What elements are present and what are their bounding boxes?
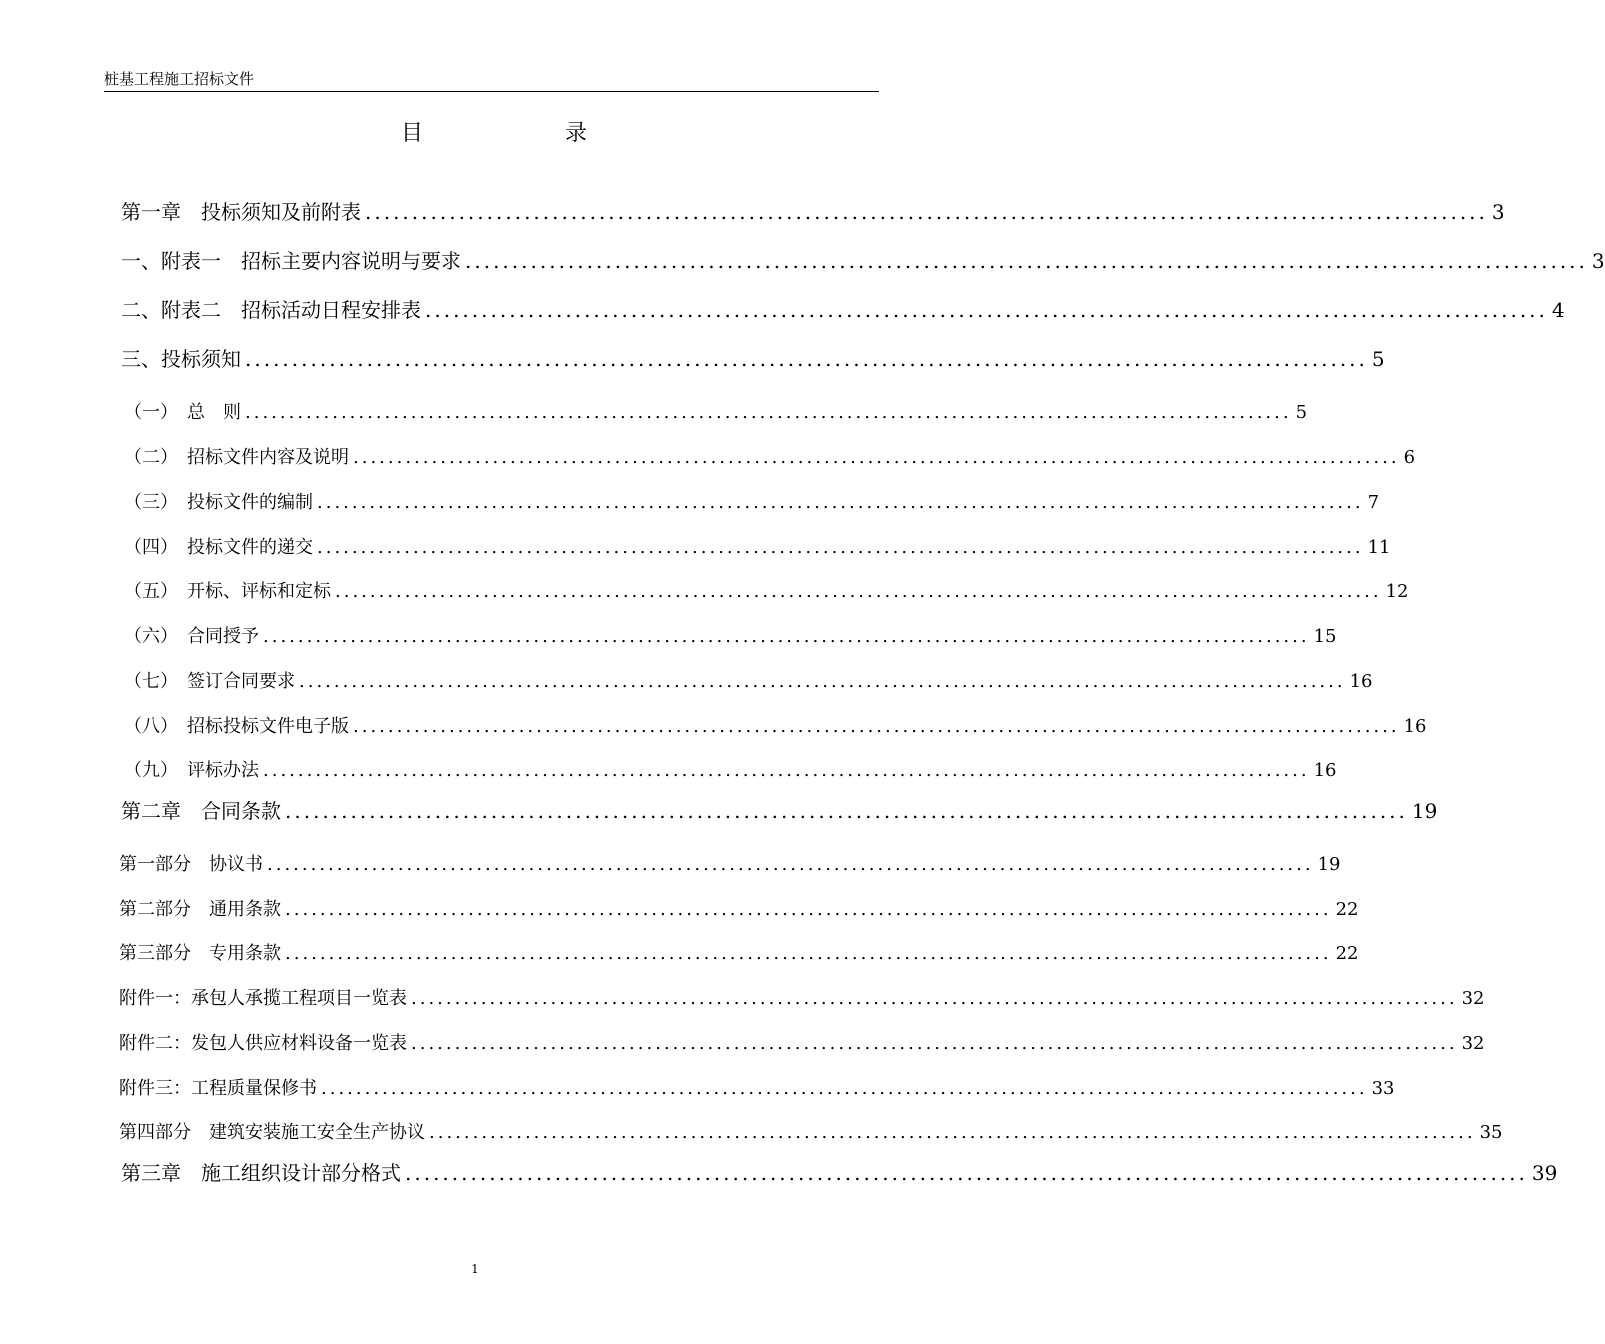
- toc-entry-label: （三） 投标文件的编制: [124, 492, 313, 513]
- dot-leader: ........................................................................................................................: [285, 799, 1408, 823]
- toc-entry-page: 19: [1317, 854, 1341, 875]
- toc-entry-part-4[interactable]: [119, 1118, 1503, 1144]
- toc-entry-label: 第三章 施工组织设计部分格式: [121, 1161, 401, 1185]
- dot-leader: ........................................................................................................................: [411, 1033, 1458, 1054]
- dot-leader: ........................................................................................................................: [263, 760, 1310, 781]
- dot-leader: ........................................................................................................................: [405, 1161, 1528, 1185]
- toc-entry-label: 第一部分 协议书: [119, 854, 263, 875]
- dot-leader: ........................................................................................................................: [263, 626, 1310, 647]
- dot-leader: ........................................................................................................................: [365, 200, 1488, 224]
- toc-entry-page: 3: [1591, 249, 1605, 273]
- dot-leader: ........................................................................................................................: [267, 854, 1314, 875]
- toc-entry-label: 第二章 合同条款: [121, 799, 281, 823]
- toc-entry-page: 22: [1335, 943, 1359, 964]
- toc-entry-attachment-2[interactable]: [119, 1029, 1485, 1055]
- toc-entry-section-8[interactable]: [124, 712, 1427, 738]
- toc-entry-chapter-2[interactable]: [121, 795, 1438, 824]
- toc-entry-page: 19: [1411, 799, 1438, 823]
- toc-entry-page: 32: [1461, 988, 1485, 1009]
- toc-entry-page: 4: [1551, 298, 1565, 322]
- dot-leader: ........................................................................................................................: [425, 298, 1548, 322]
- toc-entry-page: 16: [1349, 671, 1373, 692]
- toc-entry-page: 5: [1295, 402, 1308, 423]
- toc-entry-label: （五） 开标、评标和定标: [124, 581, 331, 602]
- toc-entry-label: （六） 合同授予: [124, 626, 259, 647]
- dot-leader: ........................................................................................................................: [411, 988, 1458, 1009]
- toc-entry-section-3[interactable]: [124, 488, 1380, 514]
- toc-entry-label: （八） 招标投标文件电子版: [124, 716, 349, 737]
- toc-entry-page: 33: [1371, 1078, 1395, 1099]
- toc-entry-section-1[interactable]: [124, 398, 1308, 424]
- toc-entry-label: 二、附表二 招标活动日程安排表: [121, 298, 421, 322]
- toc-entry-label: （四） 投标文件的递交: [124, 537, 313, 558]
- toc-entry-label: 第四部分 建筑安装施工安全生产协议: [119, 1122, 425, 1143]
- toc-entry-chapter-3[interactable]: [121, 1157, 1558, 1186]
- dot-leader: ........................................................................................................................: [465, 249, 1588, 273]
- toc-entry-page: 5: [1371, 347, 1385, 371]
- toc-entry-section-6[interactable]: [124, 622, 1337, 648]
- toc-title: 目 录: [401, 121, 648, 146]
- dot-leader: ........................................................................................................................: [353, 716, 1400, 737]
- toc-entry-label: 第一章 投标须知及前附表: [121, 200, 361, 224]
- toc-entry-part-3[interactable]: [119, 939, 1359, 965]
- toc-entry-label: 附件三：工程质量保修书: [119, 1078, 317, 1099]
- toc-entry-page: 7: [1367, 492, 1380, 513]
- dot-leader: ........................................................................................................................: [285, 943, 1332, 964]
- header-rule: [104, 91, 879, 92]
- dot-leader: ........................................................................................................................: [335, 581, 1382, 602]
- toc-entry-page: 39: [1531, 1161, 1558, 1185]
- toc-entry-page: 6: [1403, 447, 1416, 468]
- toc-entry-section-4[interactable]: [124, 533, 1391, 559]
- toc-entry-label: （七） 签订合同要求: [124, 671, 295, 692]
- toc-entry-label: （一） 总 则: [124, 402, 241, 423]
- toc-entry-page: 32: [1461, 1033, 1485, 1054]
- dot-leader: ........................................................................................................................: [245, 347, 1368, 371]
- toc-entry-page: 3: [1491, 200, 1505, 224]
- dot-leader: ........................................................................................................................: [317, 492, 1364, 513]
- toc-entry-page: 16: [1403, 716, 1427, 737]
- toc-entry-attachment-3[interactable]: [119, 1074, 1395, 1100]
- toc-entry-page: 22: [1335, 899, 1359, 920]
- toc-entry-part-2[interactable]: [119, 895, 1359, 921]
- toc-entry-page: 16: [1313, 760, 1337, 781]
- toc-entry-label: （九） 评标办法: [124, 760, 259, 781]
- toc-entry-section-5[interactable]: [124, 577, 1409, 603]
- toc-entry-page: 35: [1479, 1122, 1503, 1143]
- dot-leader: ........................................................................................................................: [317, 537, 1364, 558]
- dot-leader: ........................................................................................................................: [321, 1078, 1368, 1099]
- toc-entry-section-2[interactable]: [124, 443, 1416, 469]
- toc-entry-label: 第三部分 专用条款: [119, 943, 281, 964]
- dot-leader: ........................................................................................................................: [353, 447, 1400, 468]
- dot-leader: ........................................................................................................................: [299, 671, 1346, 692]
- toc-entry-label: 附件一：承包人承揽工程项目一览表: [119, 988, 407, 1009]
- toc-entry-page: 11: [1367, 537, 1391, 558]
- dot-leader: ........................................................................................................................: [245, 402, 1292, 423]
- toc-entry-label: 附件二：发包人供应材料设备一览表: [119, 1033, 407, 1054]
- toc-entry-appendix-1[interactable]: [121, 245, 1605, 274]
- dot-leader: ........................................................................................................................: [429, 1122, 1476, 1143]
- toc-entry-label: 一、附表一 招标主要内容说明与要求: [121, 249, 461, 273]
- toc-entry-page: 12: [1385, 581, 1409, 602]
- toc-entry-section-7[interactable]: [124, 667, 1373, 693]
- toc-entry-appendix-2[interactable]: [121, 294, 1565, 323]
- toc-entry-attachment-1[interactable]: [119, 984, 1485, 1010]
- page-number: 1: [471, 1262, 479, 1276]
- toc-entry-page: 15: [1313, 626, 1337, 647]
- toc-entry-label: 三、投标须知: [121, 347, 241, 371]
- toc-entry-bidding-notice[interactable]: [121, 343, 1385, 372]
- toc-entry-chapter-1[interactable]: [121, 196, 1505, 225]
- toc-entry-label: 第二部分 通用条款: [119, 899, 281, 920]
- toc-entry-label: （二） 招标文件内容及说明: [124, 447, 349, 468]
- running-header: 桩基工程施工招标文件: [104, 70, 255, 88]
- toc-entry-section-9[interactable]: [124, 756, 1337, 782]
- toc-entry-part-1[interactable]: [119, 850, 1341, 876]
- dot-leader: ........................................................................................................................: [285, 899, 1332, 920]
